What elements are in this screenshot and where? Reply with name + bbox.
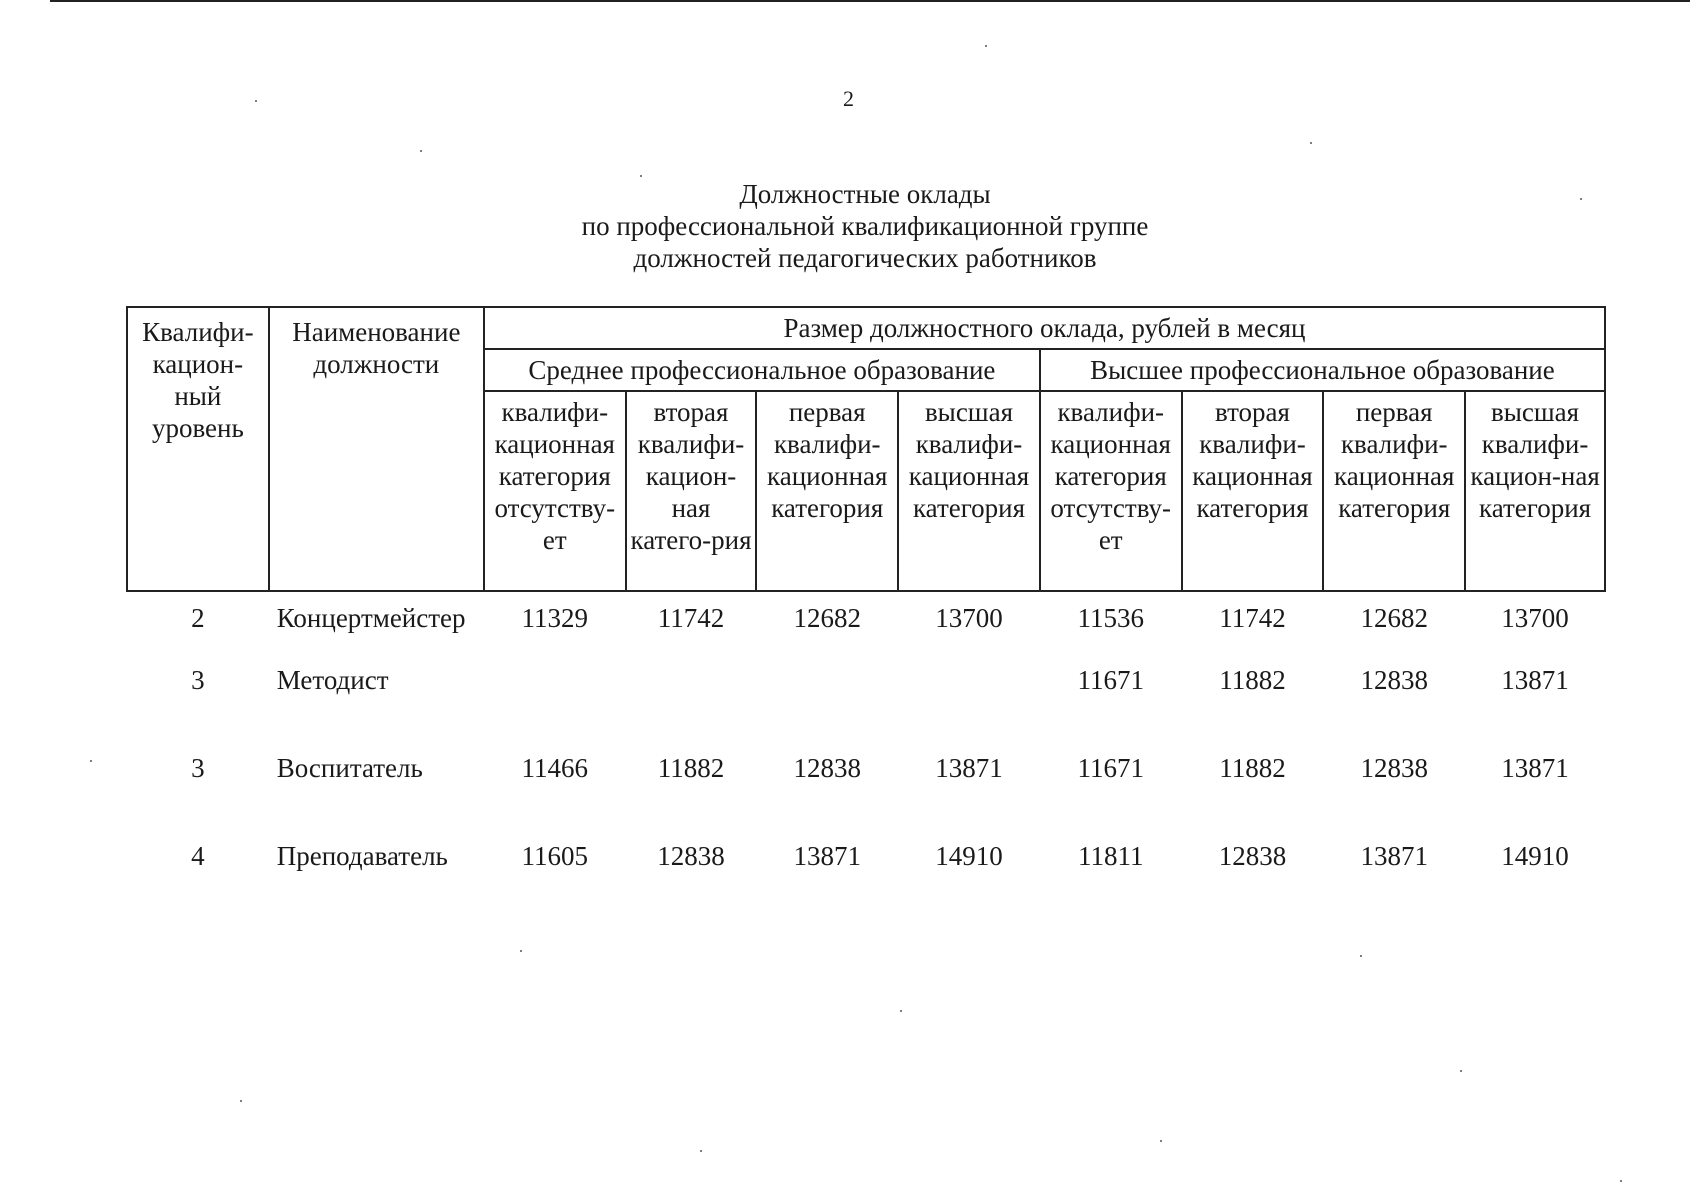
scan-speck [1620,1180,1622,1182]
scan-speck [1580,198,1582,200]
table-row [127,742,1605,830]
scan-speck [1310,142,1312,144]
header-salary: Размер должностного оклада, рублей в месяц [484,307,1605,349]
scan-speck [700,1150,702,1152]
cell-value: 13700 [1501,603,1569,633]
top-border-line [50,0,1690,2]
cell-value: 11742 [1219,603,1286,633]
table-row [127,654,1605,742]
scan-speck [985,45,987,47]
cell-value: 11466 [521,753,589,783]
cell-level: 4 [191,841,205,871]
header-category: первая квалифи-кационная категория [1323,391,1465,591]
cell-value [898,654,1040,742]
page-number: 2 [843,86,854,111]
cell-level: 3 [191,753,205,783]
cell-value [626,654,757,742]
header-higher-education: Высшее профессиональное образование [1040,349,1605,391]
cell-value: 12838 [657,841,725,871]
cell-value: 11882 [1219,753,1286,783]
cell-value: 12838 [1218,841,1287,871]
cell-value: 11742 [657,603,725,633]
cell-value: 13871 [1501,753,1569,783]
cell-value: 11671 [1077,753,1144,783]
header-category: квалифи-кационная категория отсутству-ет [1040,391,1182,591]
cell-level: 3 [191,665,205,695]
scan-speck [900,1010,902,1012]
header-category: вторая квалифи-кационная категория [1182,391,1324,591]
header-category: высшая квалифи-кацион-ная категория [1465,391,1605,591]
cell-value: 13871 [793,841,861,871]
cell-position: Методист [276,665,389,695]
scan-speck [255,100,257,102]
cell-value [756,654,898,742]
cell-value: 12838 [793,753,861,783]
header-position: Наименование должности [269,307,484,591]
cell-value: 12838 [1360,665,1428,695]
cell-value: 11882 [657,753,725,783]
cell-value: 11536 [1077,603,1144,633]
cell-value: 11605 [521,841,589,871]
cell-value: 11811 [1077,841,1144,871]
scan-speck [640,175,642,177]
cell-position: Преподаватель [276,841,448,871]
scan-speck [420,150,422,152]
header-category: вторая квалифи-кацион-ная катего-рия [626,391,757,591]
cell-value: 12838 [1360,753,1428,783]
scan-speck [1460,1070,1462,1072]
scan-speck [1160,1140,1162,1142]
cell-level: 2 [191,603,205,633]
cell-value: 11329 [521,603,589,633]
table-row [127,591,1605,654]
title-line-1: Должностные оклады [739,179,991,209]
header-level: Квалифи-кацион-ный уровень [127,307,269,591]
scan-speck [1360,955,1362,957]
cell-value [484,654,626,742]
salary-table [126,306,1606,892]
header-category: высшая квалифи-кационная категория [898,391,1040,591]
cell-value: 14910 [935,841,1003,871]
document-title [0,178,1697,274]
header-category: квалифи-кационная категория отсутству-ет [484,391,626,591]
scan-speck [240,1100,242,1102]
header-category: первая квалифи-кационная категория [756,391,898,591]
cell-value: 13871 [1501,665,1569,695]
cell-position: Воспитатель [276,753,423,783]
cell-value: 12682 [793,603,861,633]
cell-value: 13700 [935,603,1003,633]
cell-value: 11671 [1077,665,1144,695]
header-secondary-education: Среднее профессиональное образование [484,349,1040,391]
cell-value: 12682 [1360,603,1428,633]
title-line-3: должностей педагогических работников [633,243,1097,273]
cell-position: Концертмейстер [276,603,466,633]
title-line-2: по профессиональной квалификационной группе [581,211,1149,241]
cell-value: 14910 [1501,841,1569,871]
table-row [127,830,1605,892]
cell-value: 11882 [1219,665,1286,695]
scan-speck [520,950,522,952]
cell-value: 13871 [935,753,1003,783]
cell-value: 13871 [1360,841,1428,871]
scan-speck [90,760,92,762]
